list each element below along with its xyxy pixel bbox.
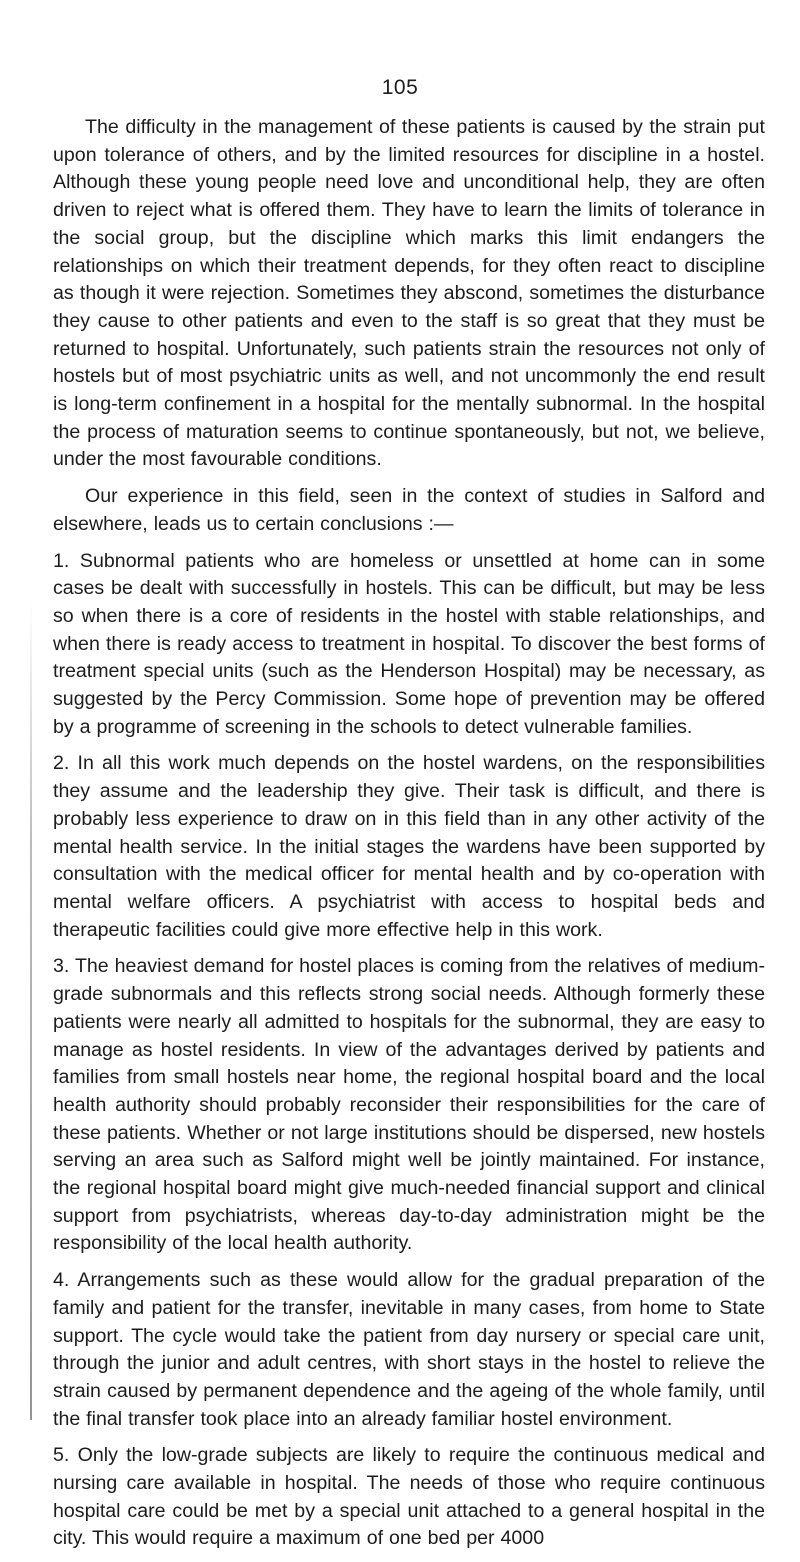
conclusion-item-1: 1. Subnormal patients who are homeless or unsettled at home can in some cases be dealt with successfully in hostels. This can be difficult, but may be less so when there is a core of residents in the hostel with stable relationships, and when there is ready access to treatment in hospital. To discover the best forms of treatment special units (such as the Henderson Hospital) may be necessary, as suggested by the Percy Commission. Some hope of prevention may be offered by a programme of screening in the schools to detect vulnerable families. [53,549,765,738]
scan-binding-edge [30,600,32,1420]
page-body [53,114,765,1562]
conclusion-item-3: 3. The heaviest demand for hostel places is coming from the relatives of medium-grade subnormals and this reflects strong social needs. Although formerly these patients were nearly all admitted to hospitals for the subnormal, they are easy to manage as hostel residents. In view of the advantages derived by patients and families from small hostels near home, the regional hospital board and the local health authority should probably reconsider their responsibilities for the care of these patients. Whether or not large institutions should be dispersed, new hostels serving an area such as Salford might well be jointly maintained. For instance, the regional hospital board might give much-needed financial support and clinical support from psychiatrists, whereas day-to-day administration might be the responsibility of the local health authority. [53,955,765,1255]
paragraph-conclusions-intro: Our experience in this field, seen in the context of studies in Salford and elsewhere, leads us to certain conclusions :— [53,485,765,535]
page-number: 105 [381,76,419,99]
conclusion-item-5: 5. Only the low-grade subjects are likely to require the continuous medical and nursing care available in hospital. The needs of those who require continuous hospital care could be met by a special unit attached to a general hospital in the city. This would require a maximum of one bed per 4000 [53,1444,765,1550]
conclusion-item-2: 2. In all this work much depends on the hostel wardens, on the responsibilities they assume and the leadership they give. Their task is difficult, and there is probably less experience to draw on in this field than in any other activity of the mental health service. In the initial stages the wardens have been supported by consultation with the medical officer for mental health and by co-operation with mental welfare officers. A psychiatrist with access to hospital beds and therapeutic facilities could give more effective help in this work. [53,752,765,941]
conclusion-item-4: 4. Arrangements such as these would allow for the gradual preparation of the family and patient for the transfer, inevitable in many cases, from home to State support. The cycle would take the patient from day nursery or special care unit, through the junior and adult centres, with short stays in the hostel to relieve the strain caused by permanent dependence and the ageing of the whole family, until the final transfer took place into an already familiar hostel environment. [53,1269,765,1430]
paragraph-management-difficulty: The difficulty in the management of these patients is caused by the strain put upon tolerance of others, and by the limited resources for discipline in a hostel. Although these young people need love and unconditional help, they are often driven to reject what is offered them. They have to learn the limits of tolerance in the social group, but the discipline which marks this limit endangers the relationships on which their treatment depends, for they often react to discipline as though it were rejection. Sometimes they abscond, sometimes the disturbance they cause to other patients and even to the staff is so great that they must be returned to hospital. Unfortunately, such patients strain the resources not only of hostels but of most psychiatric units as well, and not uncommonly the end result is long-term confinement in a hospital for the mentally subnormal. In the hospital the process of maturation seems to continue spontaneously, but not, we believe, under the most favourable conditions. [53,116,765,471]
